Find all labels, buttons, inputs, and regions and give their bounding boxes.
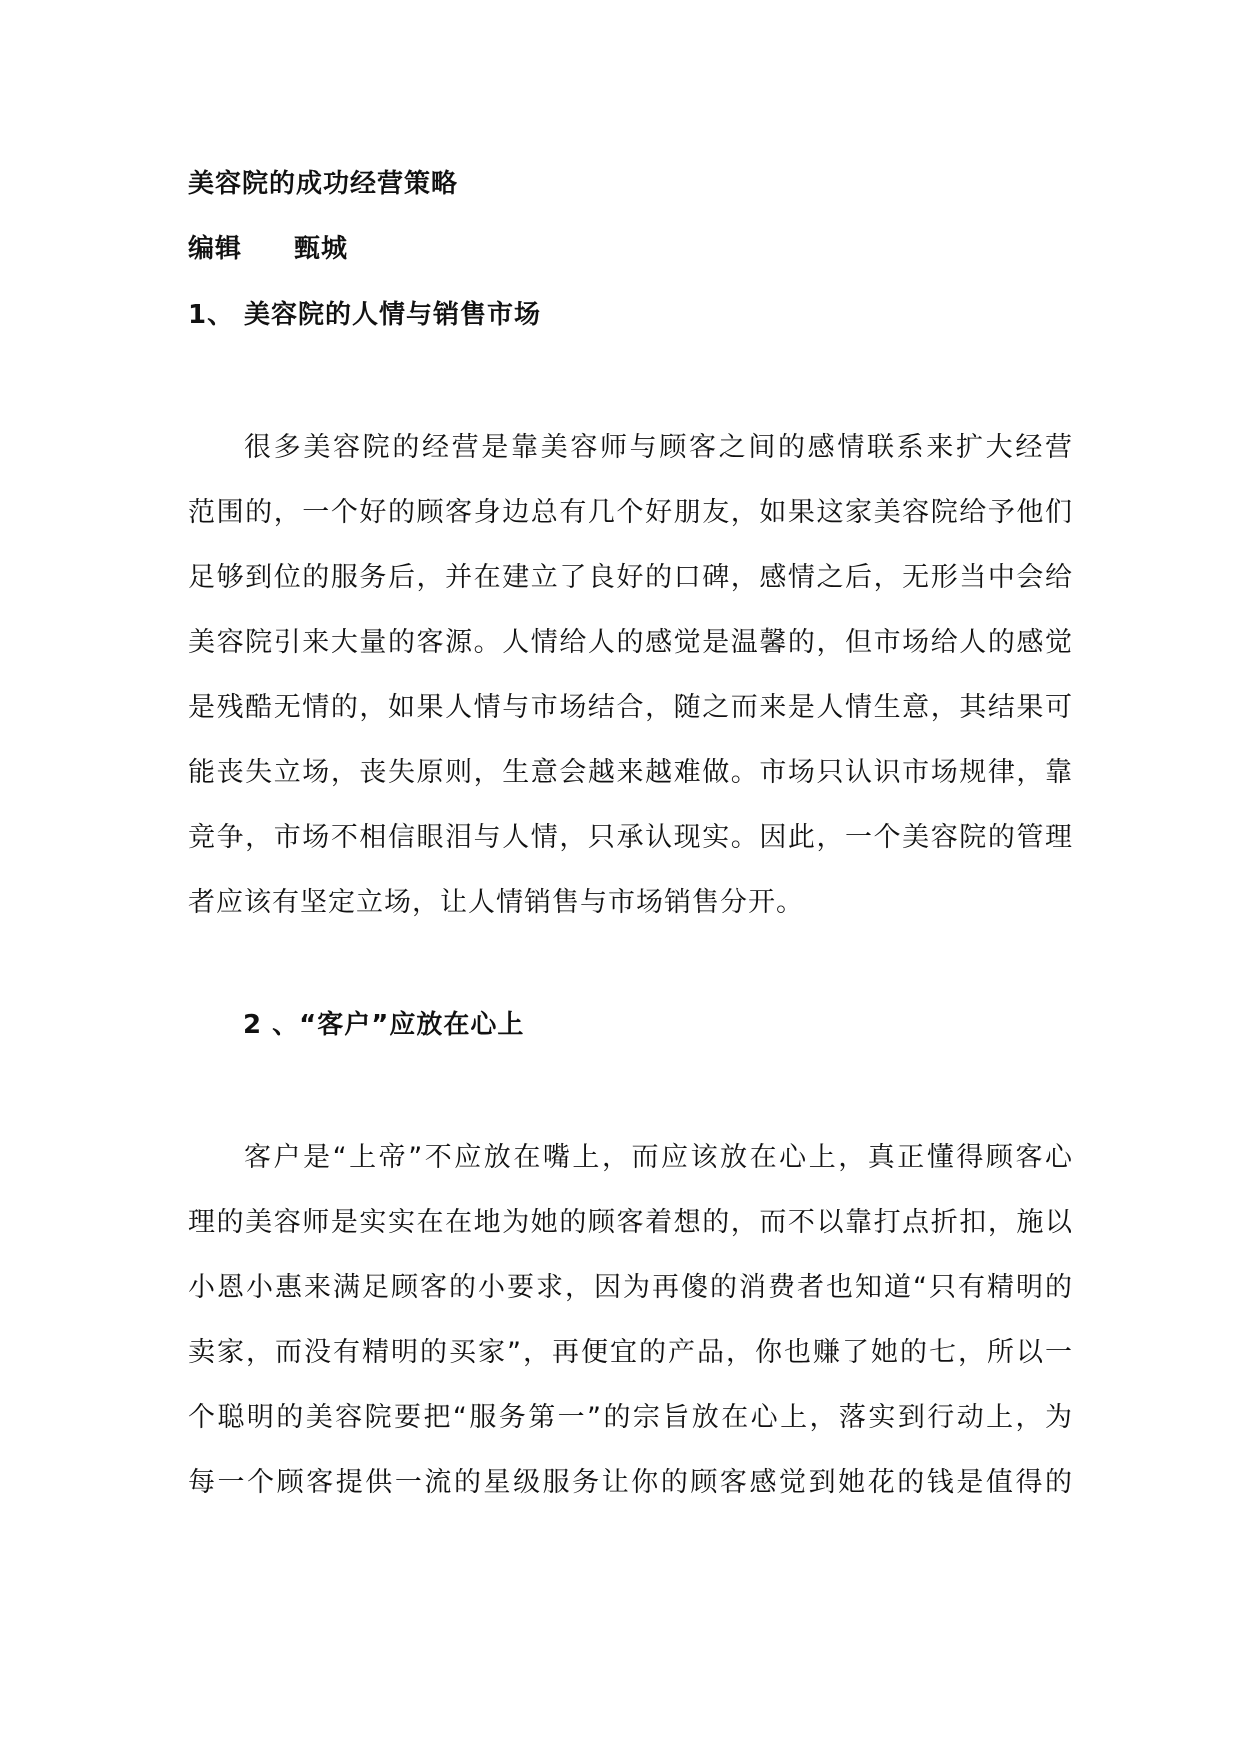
paragraph-line: 足够到位的服务后，并在建立了良好的口碑，感情之后，无形当中会给 xyxy=(188,562,1073,593)
paragraph-line: 小恩小惠来满足顾客的小要求，因为再傻的消费者也知道“只有精明的 xyxy=(188,1272,1073,1303)
paragraph-line: 能丧失立场，丧失原则，生意会越来越难做。市场只认识市场规律，靠 xyxy=(188,757,1073,788)
document-title: 美容院的成功经营策略 xyxy=(188,169,459,199)
section-2-paragraph xyxy=(188,1125,1073,1515)
paragraph-line: 个聪明的美容院要把“服务第一”的宗旨放在心上，落实到行动上，为 xyxy=(188,1402,1073,1433)
paragraph-line: 每一个顾客提供一流的星级服务让你的顾客感觉到她花的钱是值得的 xyxy=(188,1467,1073,1498)
section-2-heading: 2 、“客户”应放在心上 xyxy=(243,1010,525,1040)
section-1-heading xyxy=(188,295,541,335)
editor-line xyxy=(188,229,348,269)
section-1-paragraph xyxy=(188,415,1073,935)
paragraph-line: 理的美容师是实实在在地为她的顾客着想的，而不以靠打点折扣，施以 xyxy=(188,1207,1073,1238)
paragraph-line: 客户是“上帝”不应放在嘴上，而应该放在心上，真正懂得顾客心 xyxy=(244,1142,1073,1173)
paragraph-line: 卖家，而没有精明的买家”，再便宜的产品，你也赚了她的七，所以一 xyxy=(188,1337,1073,1368)
editor-name: 甄城 xyxy=(294,234,349,264)
paragraph-line: 很多美容院的经营是靠美容师与顾客之间的感情联系来扩大经营 xyxy=(244,432,1073,463)
paragraph-line: 竞争，市场不相信眼泪与人情，只承认现实。因此，一个美容院的管理 xyxy=(188,822,1073,853)
section-1-title: 美容院的人情与销售市场 xyxy=(244,300,542,330)
paragraph-line: 是残酷无情的，如果人情与市场结合，随之而来是人情生意，其结果可 xyxy=(188,692,1073,723)
paragraph-line: 范围的，一个好的顾客身边总有几个好朋友，如果这家美容院给予他们 xyxy=(188,497,1073,528)
paragraph-line: 美容院引来大量的客源。人情给人的感觉是温馨的，但市场给人的感觉 xyxy=(188,627,1073,658)
paragraph-line: 者应该有坚定立场，让人情销售与市场销售分开。 xyxy=(188,887,804,918)
editor-label: 编辑 xyxy=(188,234,243,264)
section-1-number: 1、 xyxy=(188,300,235,330)
